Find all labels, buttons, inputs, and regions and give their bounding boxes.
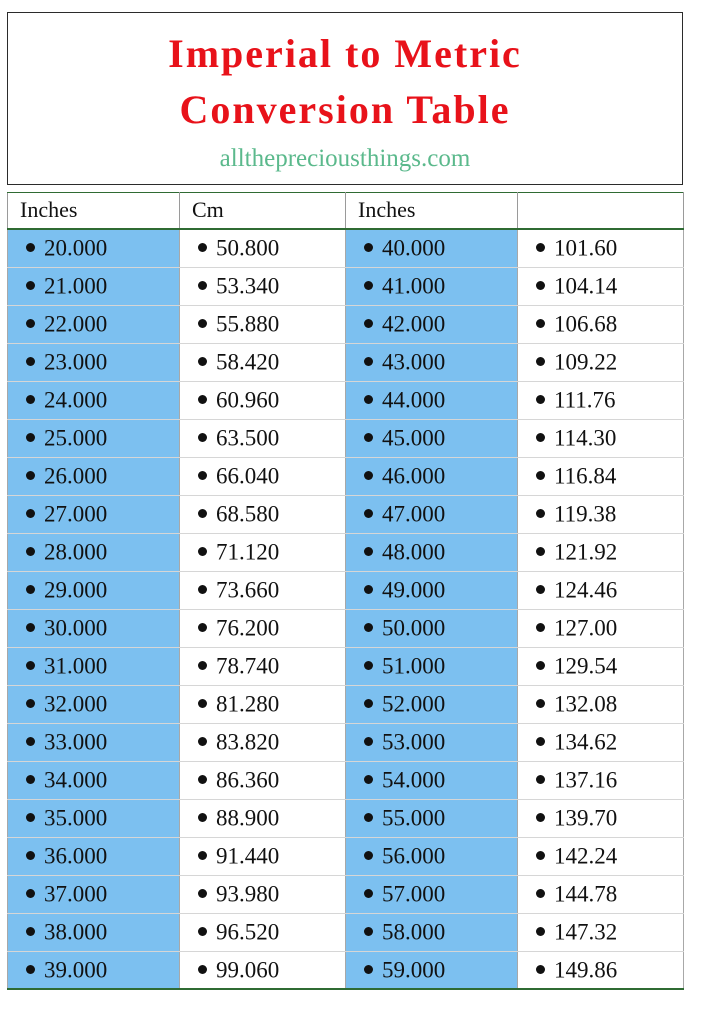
bullet-icon	[26, 319, 35, 328]
table-cell	[8, 685, 180, 723]
cell-value: 37.000	[44, 881, 108, 907]
bullet-icon	[26, 547, 35, 556]
cell-value: 50.800	[216, 236, 280, 262]
table-cell	[8, 723, 180, 761]
cell-value: 42.000	[382, 311, 446, 337]
bullet-icon	[364, 927, 373, 936]
table-cell	[518, 343, 684, 381]
cell-value: 121.92	[554, 539, 618, 565]
table-cell	[346, 685, 518, 723]
bullet-icon	[26, 509, 35, 518]
cell-value: 31.000	[44, 653, 108, 679]
bullet-icon	[364, 889, 373, 898]
table-cell	[346, 457, 518, 495]
table-cell	[518, 419, 684, 457]
bullet-icon	[536, 395, 545, 404]
table-cell	[180, 761, 346, 799]
bullet-icon	[198, 433, 207, 442]
table-cell	[180, 951, 346, 989]
table-row	[8, 647, 684, 685]
cell-value: 137.16	[554, 767, 618, 793]
bullet-icon	[26, 585, 35, 594]
cell-value: 76.200	[216, 615, 280, 641]
table-cell	[180, 799, 346, 837]
table-cell	[518, 875, 684, 913]
cell-value: 119.38	[554, 501, 617, 527]
cell-value: 104.14	[554, 273, 618, 299]
table-cell	[180, 913, 346, 951]
table-cell	[8, 913, 180, 951]
bullet-icon	[26, 661, 35, 670]
table-cell	[346, 609, 518, 647]
bullet-icon	[198, 585, 207, 594]
bullet-icon	[198, 509, 207, 518]
cell-value: 91.440	[216, 843, 280, 869]
bullet-icon	[364, 851, 373, 860]
table-row	[8, 571, 684, 609]
bullet-icon	[364, 775, 373, 784]
table-row	[8, 837, 684, 875]
cell-value: 60.960	[216, 387, 280, 413]
bullet-icon	[364, 547, 373, 556]
table-cell	[8, 229, 180, 267]
bullet-icon	[364, 395, 373, 404]
cell-value: 147.32	[554, 919, 618, 945]
bullet-icon	[198, 547, 207, 556]
bullet-icon	[536, 243, 545, 252]
cell-value: 78.740	[216, 653, 280, 679]
bullet-icon	[536, 851, 545, 860]
page-title-line-1: Imperial to Metric	[168, 31, 522, 76]
table-row	[8, 381, 684, 419]
bullet-icon	[536, 889, 545, 898]
table-cell	[346, 723, 518, 761]
bullet-icon	[364, 699, 373, 708]
table-row	[8, 723, 684, 761]
table-cell	[518, 761, 684, 799]
table-cell	[8, 381, 180, 419]
bullet-icon	[364, 585, 373, 594]
cell-value: 25.000	[44, 425, 108, 451]
table-cell	[180, 457, 346, 495]
bullet-icon	[536, 509, 545, 518]
table-cell	[180, 875, 346, 913]
bullet-icon	[364, 737, 373, 746]
bullet-icon	[198, 851, 207, 860]
bullet-icon	[198, 319, 207, 328]
table-cell	[8, 495, 180, 533]
bullet-icon	[26, 395, 35, 404]
bullet-icon	[26, 813, 35, 822]
table-row	[8, 495, 684, 533]
bullet-icon	[26, 775, 35, 784]
table-cell	[518, 951, 684, 989]
bullet-icon	[536, 813, 545, 822]
table-cell	[8, 343, 180, 381]
table-cell	[346, 761, 518, 799]
cell-value: 57.000	[382, 881, 446, 907]
bullet-icon	[364, 281, 373, 290]
bullet-icon	[198, 813, 207, 822]
cell-value: 52.000	[382, 691, 446, 717]
table-cell	[346, 229, 518, 267]
cell-value: 55.000	[382, 805, 446, 831]
table-cell	[346, 875, 518, 913]
title-card	[7, 12, 683, 185]
cell-value: 149.86	[554, 957, 618, 983]
table-cell	[346, 799, 518, 837]
bullet-icon	[364, 471, 373, 480]
table-header-row	[8, 193, 684, 230]
bullet-icon	[536, 471, 545, 480]
bullet-icon	[536, 357, 545, 366]
table-cell	[518, 609, 684, 647]
bullet-icon	[26, 927, 35, 936]
table-cell	[180, 305, 346, 343]
cell-value: 32.000	[44, 691, 108, 717]
cell-value: 129.54	[554, 653, 618, 679]
cell-value: 58.000	[382, 919, 446, 945]
bullet-icon	[536, 547, 545, 556]
bullet-icon	[198, 927, 207, 936]
cell-value: 24.000	[44, 387, 108, 413]
bullet-icon	[364, 965, 373, 974]
bullet-icon	[26, 243, 35, 252]
table-cell	[518, 685, 684, 723]
cell-value: 34.000	[44, 767, 108, 793]
cell-value: 28.000	[44, 539, 108, 565]
bullet-icon	[536, 775, 545, 784]
table-cell	[180, 837, 346, 875]
bullet-icon	[364, 319, 373, 328]
cell-value: 81.280	[216, 691, 280, 717]
bullet-icon	[536, 281, 545, 290]
column-header-inches-left: Inches	[8, 193, 180, 230]
cell-value: 142.24	[554, 843, 618, 869]
table-row	[8, 419, 684, 457]
cell-value: 116.84	[554, 463, 617, 489]
bullet-icon	[198, 699, 207, 708]
cell-value: 36.000	[44, 843, 108, 869]
table-row	[8, 913, 684, 951]
table-cell	[346, 837, 518, 875]
table-cell	[180, 609, 346, 647]
cell-value: 23.000	[44, 349, 108, 375]
table-cell	[346, 419, 518, 457]
bullet-icon	[364, 243, 373, 252]
table-cell	[180, 419, 346, 457]
table-cell	[8, 533, 180, 571]
bullet-icon	[364, 813, 373, 822]
cell-value: 63.500	[216, 425, 280, 451]
cell-value: 83.820	[216, 729, 280, 755]
table-cell	[518, 267, 684, 305]
table-row	[8, 305, 684, 343]
cell-value: 139.70	[554, 805, 618, 831]
cell-value: 53.340	[216, 273, 280, 299]
table-cell	[518, 799, 684, 837]
cell-value: 56.000	[382, 843, 446, 869]
bullet-icon	[364, 433, 373, 442]
bullet-icon	[198, 357, 207, 366]
table-cell	[518, 837, 684, 875]
cell-value: 43.000	[382, 349, 446, 375]
table-row	[8, 609, 684, 647]
bullet-icon	[198, 737, 207, 746]
table-row	[8, 533, 684, 571]
table-cell	[8, 419, 180, 457]
table-cell	[8, 457, 180, 495]
table-cell	[518, 381, 684, 419]
table-body	[8, 229, 684, 989]
column-header-cm-right	[518, 193, 684, 230]
table-cell	[8, 951, 180, 989]
cell-value: 41.000	[382, 273, 446, 299]
table-cell	[346, 951, 518, 989]
cell-value: 38.000	[44, 919, 108, 945]
cell-value: 88.900	[216, 805, 280, 831]
table-cell	[518, 571, 684, 609]
table-cell	[518, 457, 684, 495]
table-cell	[346, 913, 518, 951]
table-cell	[518, 305, 684, 343]
cell-value: 39.000	[44, 957, 108, 983]
table-cell	[518, 647, 684, 685]
bullet-icon	[536, 433, 545, 442]
cell-value: 144.78	[554, 881, 618, 907]
cell-value: 50.000	[382, 615, 446, 641]
bullet-icon	[26, 357, 35, 366]
cell-value: 73.660	[216, 577, 280, 603]
site-credit: allthepreciousthings.com	[219, 145, 471, 172]
cell-value: 51.000	[382, 653, 446, 679]
cell-value: 86.360	[216, 767, 280, 793]
table-cell	[346, 267, 518, 305]
table-cell	[180, 723, 346, 761]
bullet-icon	[198, 243, 207, 252]
table-cell	[8, 799, 180, 837]
bullet-icon	[364, 661, 373, 670]
table-row	[8, 875, 684, 913]
bullet-icon	[536, 927, 545, 936]
table-cell	[346, 533, 518, 571]
cell-value: 46.000	[382, 463, 446, 489]
table-cell	[180, 533, 346, 571]
table-cell	[180, 647, 346, 685]
table-cell	[518, 495, 684, 533]
bullet-icon	[364, 509, 373, 518]
bullet-icon	[198, 661, 207, 670]
cell-value: 124.46	[554, 577, 618, 603]
table-cell	[8, 875, 180, 913]
bullet-icon	[198, 395, 207, 404]
page-title-line-2: Conversion Table	[179, 87, 511, 132]
cell-value: 54.000	[382, 767, 446, 793]
table-cell	[180, 267, 346, 305]
cell-value: 58.420	[216, 349, 280, 375]
bullet-icon	[26, 623, 35, 632]
bullet-icon	[198, 623, 207, 632]
bullet-icon	[198, 889, 207, 898]
cell-value: 48.000	[382, 539, 446, 565]
cell-value: 26.000	[44, 463, 108, 489]
bullet-icon	[536, 319, 545, 328]
bullet-icon	[364, 623, 373, 632]
table-cell	[346, 571, 518, 609]
cell-value: 30.000	[44, 615, 108, 641]
table-cell	[180, 381, 346, 419]
table-cell	[8, 267, 180, 305]
cell-value: 20.000	[44, 236, 108, 262]
table-cell	[8, 305, 180, 343]
cell-value: 59.000	[382, 957, 446, 983]
bullet-icon	[536, 965, 545, 974]
table-cell	[518, 229, 684, 267]
bullet-icon	[198, 281, 207, 290]
cell-value: 29.000	[44, 577, 108, 603]
table-header	[8, 193, 684, 230]
cell-value: 40.000	[382, 236, 446, 262]
cell-value: 101.60	[554, 236, 618, 262]
table-row	[8, 343, 684, 381]
bullet-icon	[536, 737, 545, 746]
bullet-icon	[536, 585, 545, 594]
bullet-icon	[26, 965, 35, 974]
bullet-icon	[26, 737, 35, 746]
cell-value: 114.30	[554, 425, 617, 451]
table-cell	[180, 685, 346, 723]
table-row	[8, 457, 684, 495]
bullet-icon	[26, 699, 35, 708]
bullet-icon	[198, 775, 207, 784]
table-cell	[346, 647, 518, 685]
cell-value: 53.000	[382, 729, 446, 755]
cell-value: 35.000	[44, 805, 108, 831]
bullet-icon	[26, 281, 35, 290]
cell-value: 71.120	[216, 539, 280, 565]
table-cell	[346, 343, 518, 381]
table-cell	[8, 609, 180, 647]
table-cell	[8, 837, 180, 875]
table-cell	[180, 495, 346, 533]
cell-value: 44.000	[382, 387, 446, 413]
cell-value: 134.62	[554, 729, 618, 755]
bullet-icon	[536, 699, 545, 708]
cell-value: 111.76	[554, 387, 616, 413]
table-cell	[346, 381, 518, 419]
conversion-table	[7, 192, 684, 990]
bullet-icon	[26, 851, 35, 860]
table-cell	[346, 495, 518, 533]
cell-value: 93.980	[216, 881, 280, 907]
table-row	[8, 685, 684, 723]
table-cell	[8, 571, 180, 609]
table-cell	[180, 571, 346, 609]
cell-value: 96.520	[216, 919, 280, 945]
cell-value: 99.060	[216, 957, 280, 983]
bullet-icon	[198, 471, 207, 480]
bullet-icon	[536, 661, 545, 670]
table-cell	[180, 343, 346, 381]
cell-value: 27.000	[44, 501, 108, 527]
bullet-icon	[26, 889, 35, 898]
cell-value: 109.22	[554, 349, 618, 375]
table-row	[8, 267, 684, 305]
bullet-icon	[26, 433, 35, 442]
table-cell	[346, 305, 518, 343]
cell-value: 33.000	[44, 729, 108, 755]
table-cell	[518, 723, 684, 761]
bullet-icon	[198, 965, 207, 974]
cell-value: 68.580	[216, 501, 280, 527]
cell-value: 55.880	[216, 311, 280, 337]
table-cell	[180, 229, 346, 267]
bullet-icon	[26, 471, 35, 480]
table-cell	[8, 761, 180, 799]
table-row	[8, 799, 684, 837]
bullet-icon	[536, 623, 545, 632]
table-cell	[518, 913, 684, 951]
cell-value: 49.000	[382, 577, 446, 603]
cell-value: 66.040	[216, 463, 280, 489]
cell-value: 21.000	[44, 273, 108, 299]
bullet-icon	[364, 357, 373, 366]
table-cell	[518, 533, 684, 571]
cell-value: 132.08	[554, 691, 618, 717]
column-header-cm-left: Cm	[180, 193, 346, 230]
table-row	[8, 761, 684, 799]
cell-value: 47.000	[382, 501, 446, 527]
cell-value: 106.68	[554, 311, 618, 337]
table-row	[8, 229, 684, 267]
table-row	[8, 951, 684, 989]
table-cell	[8, 647, 180, 685]
cell-value: 22.000	[44, 311, 108, 337]
column-header-inches-right: Inches	[346, 193, 518, 230]
cell-value: 127.00	[554, 615, 618, 641]
cell-value: 45.000	[382, 425, 446, 451]
